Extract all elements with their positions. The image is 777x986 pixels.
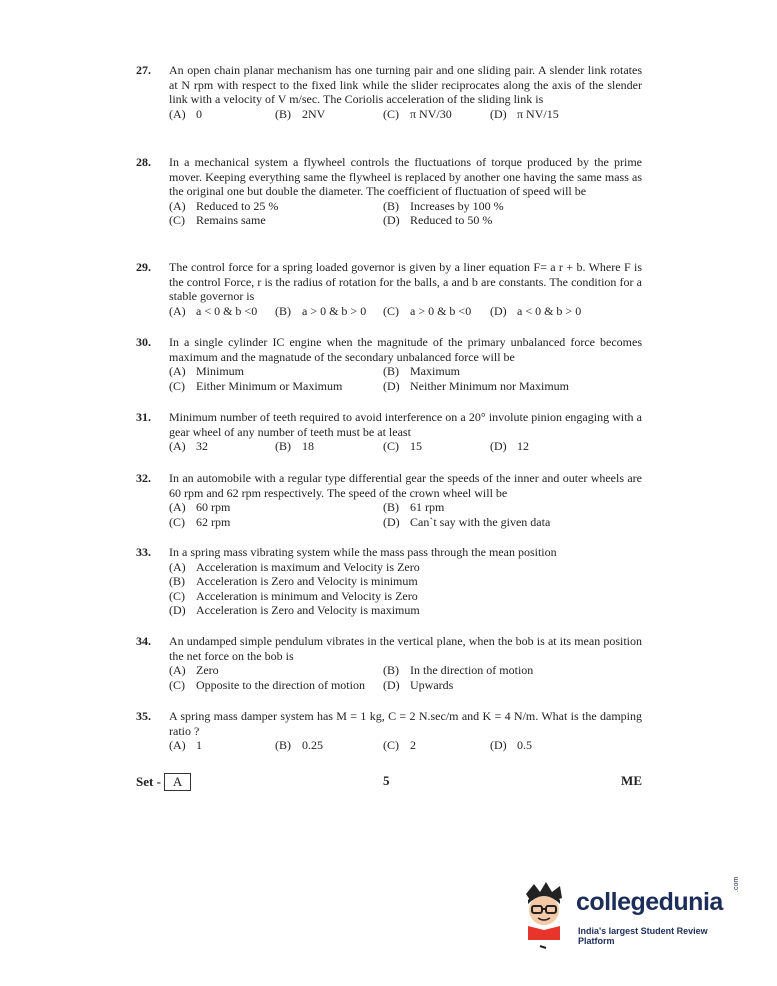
option-b: (B) 0.25 [275, 738, 323, 753]
question-33 [136, 545, 642, 618]
question-34 [136, 634, 642, 692]
option-b: (B) Maximum [383, 364, 460, 379]
page-footer [136, 773, 642, 791]
question-35 [136, 709, 642, 753]
option-a: (A) Zero [169, 663, 219, 678]
option-c: (C) Opposite to the direction of motion [169, 677, 365, 692]
brand-name: collegedunia [576, 888, 723, 916]
options [169, 500, 642, 529]
page-number: 5 [383, 773, 390, 788]
mascot-icon [516, 880, 572, 950]
option-d: (D) Reduced to 50 % [383, 213, 493, 228]
option-a: (A) Acceleration is maximum and Velocity is Zero [169, 559, 420, 574]
question-text: In an automobile with a regular type differential gear the speeds of the inner and outer wheels are 60 rpm and 62 rpm respectively. The speed of the crown wheel will be [169, 471, 642, 500]
brand-tagline: India's largest Student Review Platform [578, 926, 708, 946]
options [169, 199, 642, 228]
options [169, 364, 642, 393]
option-b: (B) In the direction of motion [383, 663, 534, 678]
option-a: (A) 0 [169, 106, 202, 121]
question-number: 27. [136, 63, 151, 77]
option-b: (B) 2NV [275, 106, 326, 121]
collegedunia-logo [516, 876, 746, 950]
question-text: The control force for a spring loaded governor is given by a liner equation F= a r + b. Where F is the control Force, r is the radius of rotation for the balls, a and b are constants. The condition for a stable governor is [169, 260, 642, 304]
option-c: (C) π NV/30 [383, 106, 452, 121]
paper-code: ME [621, 773, 642, 788]
question-29 [136, 260, 642, 318]
question-28 [136, 155, 642, 228]
option-c: (C) 62 rpm [169, 514, 231, 529]
question-text: In a mechanical system a flywheel controls the fluctuations of torque produced by the prime mover. Keeping everything same the flywheel is replaced by another one having the same mass as the original one but double the diameter. The coefficient of fluctuation of speed will be [169, 155, 642, 199]
option-d: (D) 0.5 [490, 738, 532, 753]
option-a: (A) 32 [169, 439, 208, 454]
question-number: 32. [136, 471, 151, 485]
options [169, 738, 642, 753]
option-b: (B) 61 rpm [383, 500, 445, 515]
option-d: (D) Upwards [383, 677, 454, 692]
option-d: (D) Acceleration is Zero and Velocity is maximum [169, 603, 420, 618]
option-b: (B) 18 [275, 439, 314, 454]
question-text: An undamped simple pendulum vibrates in the vertical plane, when the bob is at its mean position the net force on the bob is [169, 634, 642, 663]
option-b: (B) Increases by 100 % [383, 198, 504, 213]
option-a: (A) Reduced to 25 % [169, 198, 279, 213]
question-32 [136, 471, 642, 529]
option-d: (D) Neither Minimum nor Maximum [383, 378, 569, 393]
option-c: (C) a > 0 & b <0 [383, 303, 472, 318]
options [169, 304, 642, 319]
question-text: In a single cylinder IC engine when the magnitude of the primary unbalanced force becomes maximum and the magnatude of the secondary unbalanced force will be [169, 335, 642, 364]
option-d: (D) Can`t say with the given data [383, 514, 551, 529]
option-d: (D) 12 [490, 439, 529, 454]
question-number: 34. [136, 634, 151, 648]
options [169, 560, 642, 618]
question-30 [136, 335, 642, 393]
option-d: (D) π NV/15 [490, 106, 559, 121]
question-text: Minimum number of teeth required to avoid interference on a 20° involute pinion engaging with a gear wheel of any number of teeth must be at least [169, 410, 642, 439]
options [169, 439, 642, 454]
option-b: (B) a > 0 & b > 0 [275, 303, 367, 318]
question-31 [136, 410, 642, 454]
set-indicator: Set - A [136, 773, 191, 791]
options [169, 107, 642, 122]
question-number: 30. [136, 335, 151, 349]
option-c: (C) 2 [383, 738, 416, 753]
option-a: (A) Minimum [169, 364, 245, 379]
question-number: 29. [136, 260, 151, 274]
option-a: (A) 1 [169, 738, 202, 753]
option-d: (D) a < 0 & b > 0 [490, 303, 582, 318]
question-number: 33. [136, 545, 151, 559]
question-text: An open chain planar mechanism has one turning pair and one sliding pair. A slender link rotates at N rpm with respect to the fixed link while the slider reciprocates along the axis of the slender link with a velocity of V m/sec. The Coriolis acceleration of the sliding link is [169, 63, 642, 107]
question-text: A spring mass damper system has M = 1 kg, C = 2 N.sec/m and K = 4 N/m. What is the damping ratio ? [169, 709, 642, 738]
set-box: A [164, 773, 191, 791]
options [169, 663, 642, 692]
question-number: 31. [136, 410, 151, 424]
option-c: (C) Remains same [169, 213, 266, 228]
question-number: 35. [136, 709, 151, 723]
brand-domain: .com [733, 876, 740, 892]
question-27 [136, 63, 642, 121]
option-c: (C) Either Minimum or Maximum [169, 378, 343, 393]
option-a: (A) a < 0 & b <0 [169, 303, 258, 318]
option-c: (C) 15 [383, 439, 422, 454]
option-b: (B) Acceleration is Zero and Velocity is minimum [169, 574, 418, 589]
option-c: (C) Acceleration is minimum and Velocity is Zero [169, 588, 418, 603]
option-a: (A) 60 rpm [169, 500, 231, 515]
question-number: 28. [136, 155, 151, 169]
question-text: In a spring mass vibrating system while the mass pass through the mean position [169, 545, 557, 559]
